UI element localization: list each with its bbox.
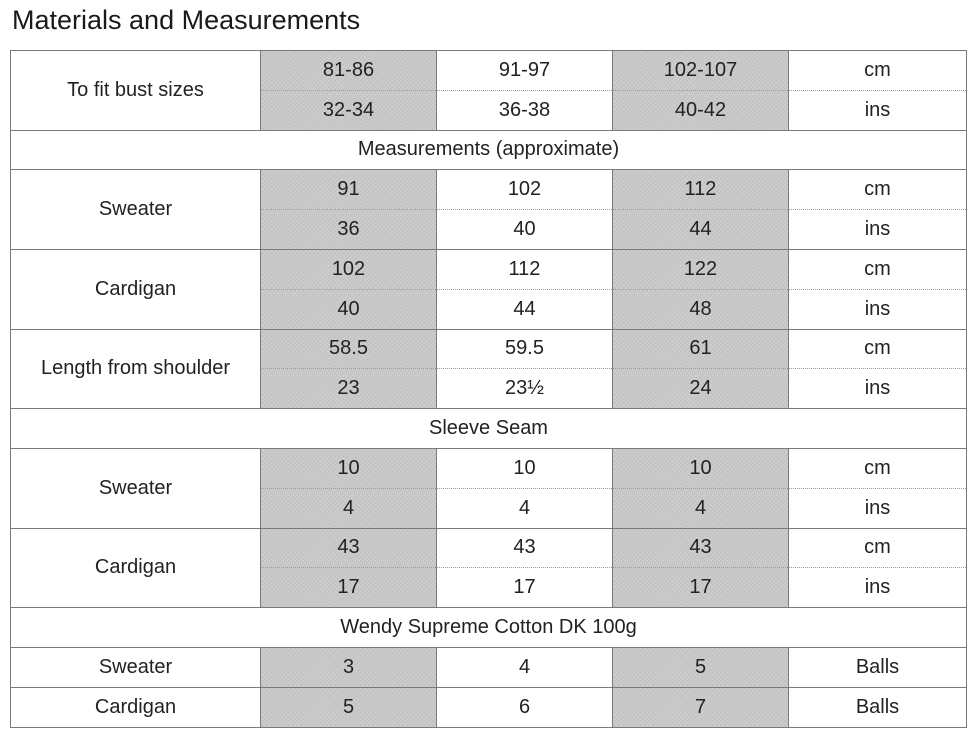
table-row [11,329,967,369]
section-row [11,130,967,170]
size-cell: 91-97 [437,51,613,91]
value-cell: 102 [261,249,437,289]
value-cell: 112 [613,170,789,210]
value-cell: 58.5 [261,329,437,369]
value-cell: 5 [261,687,437,727]
unit-cell: cm [789,448,967,488]
unit-cell: Balls [789,687,967,727]
table-row [11,249,967,289]
unit-cell: ins [789,369,967,409]
size-cell: 102-107 [613,51,789,91]
value-cell: 23 [261,369,437,409]
unit-cell: ins [789,90,967,130]
row-label-cardigan: Cardigan [11,249,261,329]
unit-cell: Balls [789,647,967,687]
value-cell: 44 [437,289,613,329]
value-cell: 23½ [437,369,613,409]
value-cell: 44 [613,210,789,250]
unit-cell: cm [789,170,967,210]
value-cell: 4 [437,488,613,528]
row-label-sleeve-cardigan: Cardigan [11,528,261,608]
size-cell: 40-42 [613,90,789,130]
value-cell: 4 [613,488,789,528]
table-row [11,687,967,727]
size-cell: 36-38 [437,90,613,130]
table-row [11,528,967,568]
unit-cell: cm [789,528,967,568]
value-cell: 6 [437,687,613,727]
size-cell: 32-34 [261,90,437,130]
value-cell: 61 [613,329,789,369]
unit-cell: cm [789,51,967,91]
value-cell: 17 [613,568,789,608]
unit-cell: ins [789,488,967,528]
value-cell: 4 [437,647,613,687]
value-cell: 91 [261,170,437,210]
row-label-yarn-sweater: Sweater [11,647,261,687]
section-heading-measurements: Measurements (approximate) [11,130,967,170]
value-cell: 17 [437,568,613,608]
section-heading-sleeve-seam: Sleeve Seam [11,409,967,449]
table-row [11,51,967,91]
unit-cell: ins [789,568,967,608]
unit-cell: cm [789,249,967,289]
row-label-bust: To fit bust sizes [11,51,261,131]
value-cell: 36 [261,210,437,250]
value-cell: 5 [613,647,789,687]
value-cell: 112 [437,249,613,289]
value-cell: 10 [613,448,789,488]
section-heading-yarn: Wendy Supreme Cotton DK 100g [11,608,967,648]
value-cell: 10 [261,448,437,488]
value-cell: 7 [613,687,789,727]
row-label-yarn-cardigan: Cardigan [11,687,261,727]
value-cell: 10 [437,448,613,488]
unit-cell: cm [789,329,967,369]
section-row [11,608,967,648]
value-cell: 48 [613,289,789,329]
value-cell: 59.5 [437,329,613,369]
table-row [11,448,967,488]
value-cell: 4 [261,488,437,528]
measurements-table [10,50,967,728]
value-cell: 24 [613,369,789,409]
unit-cell: ins [789,210,967,250]
row-label-sweater: Sweater [11,170,261,250]
value-cell: 43 [613,528,789,568]
unit-cell: ins [789,289,967,329]
section-row [11,409,967,449]
value-cell: 17 [261,568,437,608]
row-label-sleeve-sweater: Sweater [11,448,261,528]
value-cell: 40 [261,289,437,329]
table-row [11,647,967,687]
size-cell: 81-86 [261,51,437,91]
page-title: Materials and Measurements [12,5,361,35]
value-cell: 102 [437,170,613,210]
value-cell: 43 [437,528,613,568]
table-row [11,170,967,210]
value-cell: 40 [437,210,613,250]
value-cell: 43 [261,528,437,568]
value-cell: 3 [261,647,437,687]
value-cell: 122 [613,249,789,289]
row-label-length: Length from shoulder [11,329,261,409]
